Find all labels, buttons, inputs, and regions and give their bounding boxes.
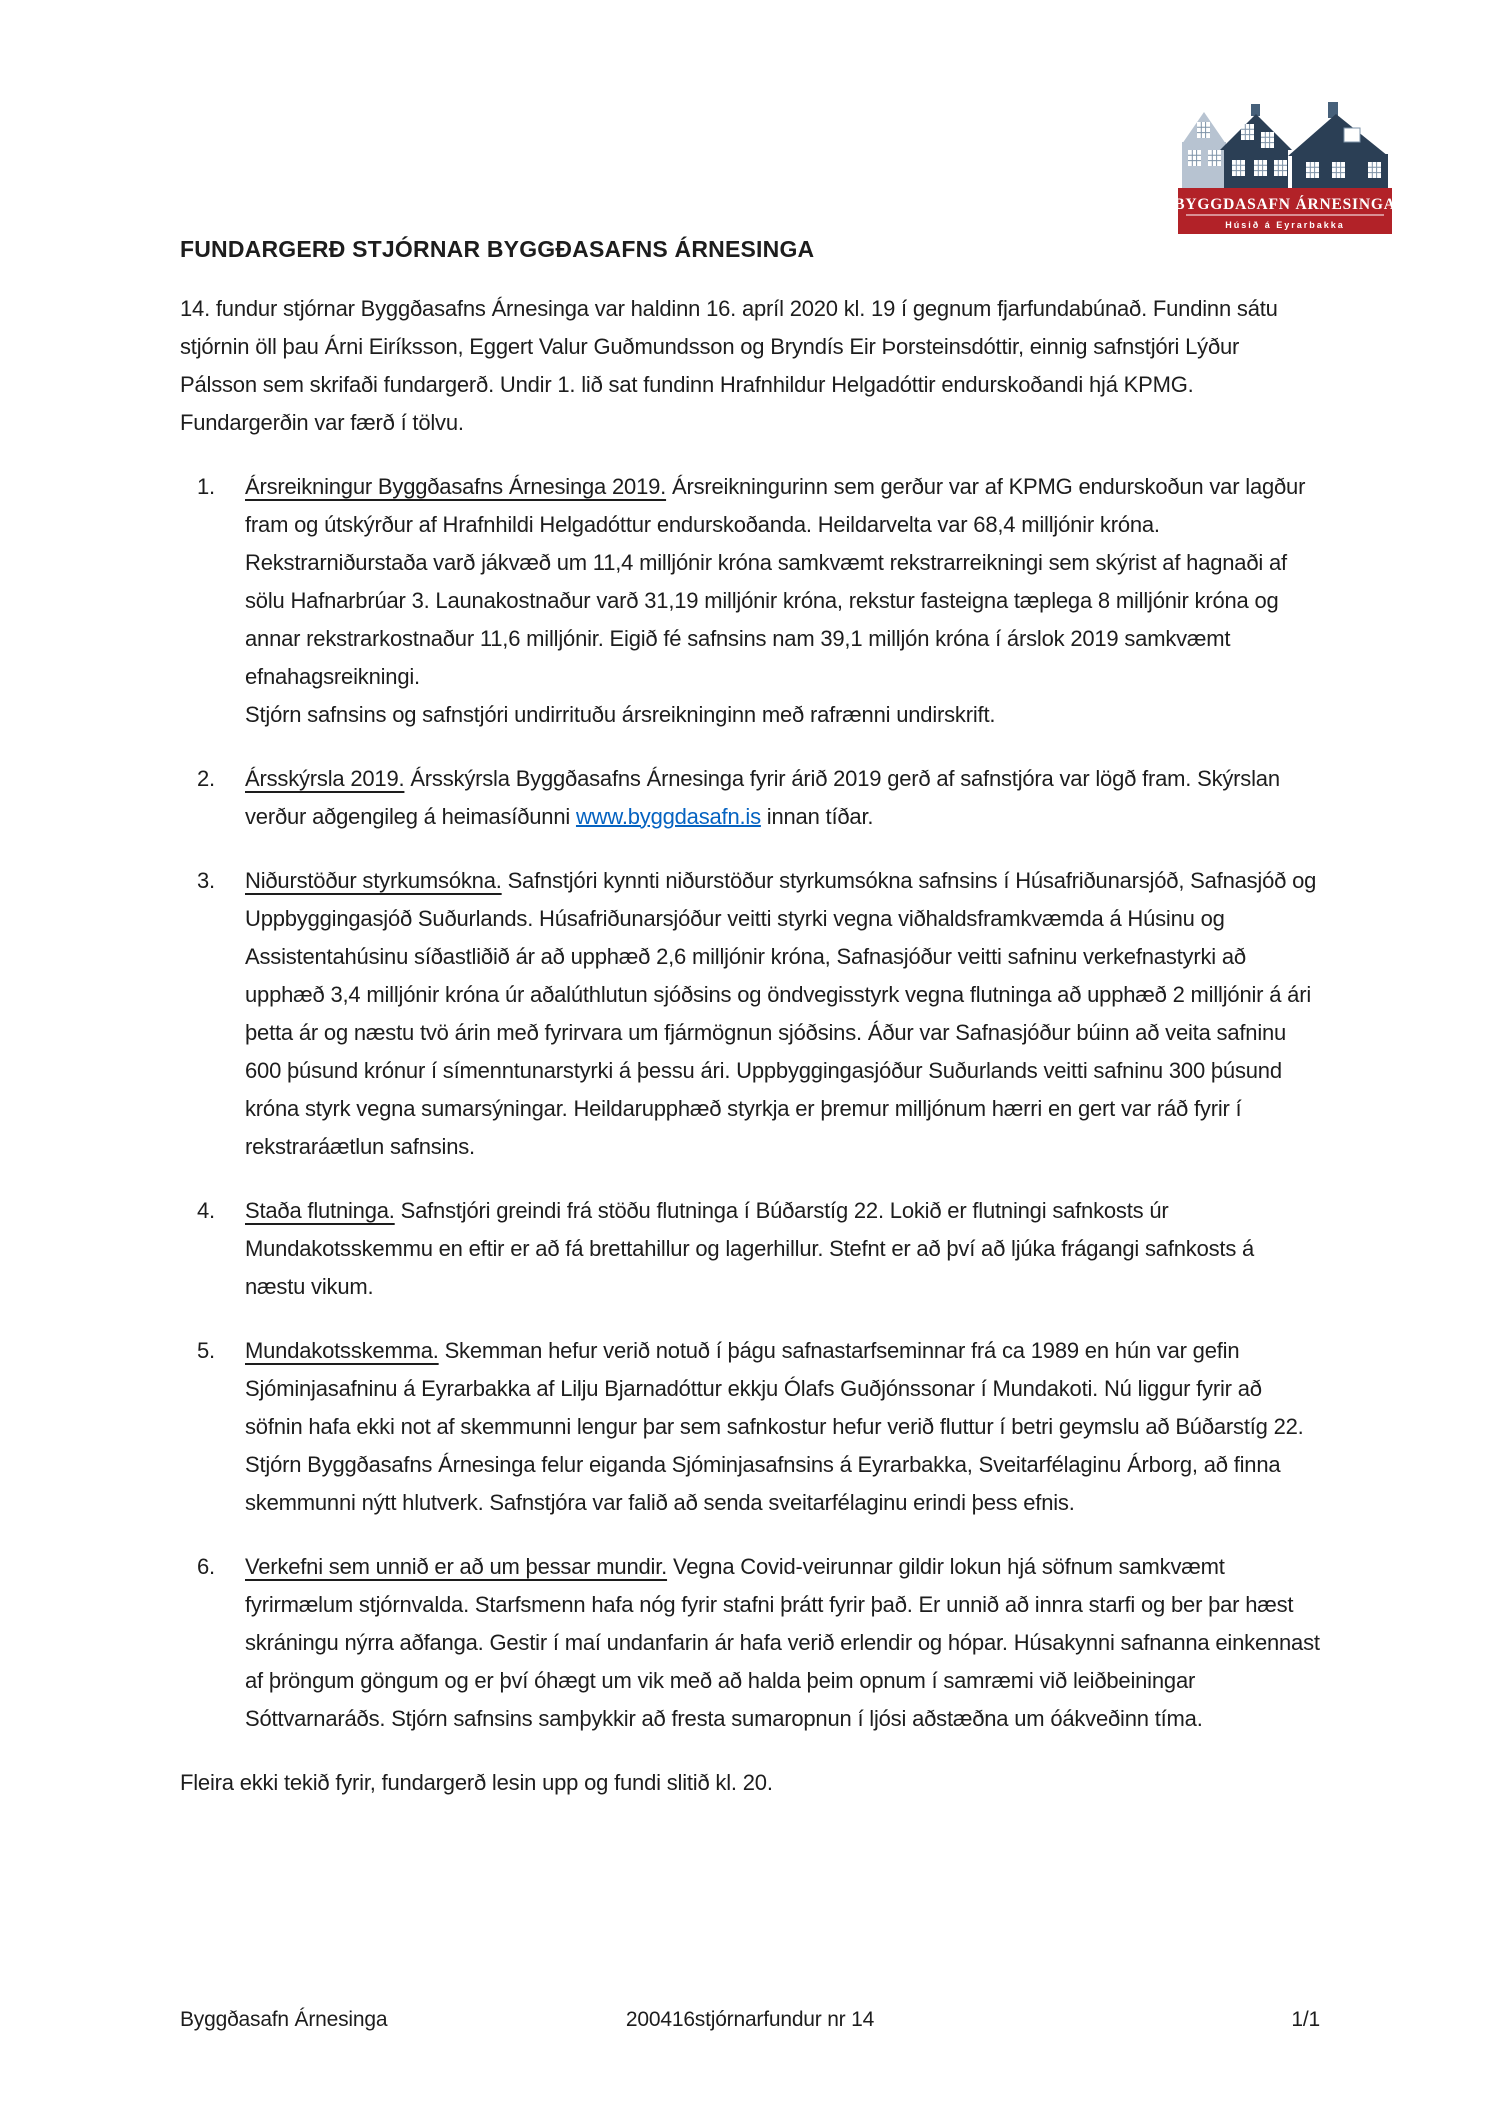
item-number: 2. <box>197 766 215 791</box>
closing-paragraph: Fleira ekki tekið fyrir, fundargerð lesin upp og fundi slitið kl. 20. <box>180 1770 773 1795</box>
footer-left: Byggðasafn Árnesinga <box>180 2008 388 2031</box>
item-number: 3. <box>197 868 215 893</box>
logo-banner <box>1178 188 1392 234</box>
item-number: 5. <box>197 1338 215 1363</box>
house-icon-left <box>1182 112 1226 188</box>
list-item-3 <box>180 862 1320 1166</box>
item-body: Skemman hefur verið notuð í þágu safnastarfseminnar frá ca 1989 en hún var gefin Sjóminjasafninu á Eyrarbakka af Lilju Bjarnadóttur ekkju Ólafs Guðjónssonar í Mundakoti. Nú liggur fyrir að söfnin hafa ekki not af skemmunni lengur þar sem safnkostur hefur verið fluttur í betri geymslu að Búðarstíg 22. Stjórn Byggðasafns Árnesinga felur eiganda Sjóminjasafnsins á Eyrarbakka, Sveitarfélaginu Árborg, að finna skemmunni nýtt hlutverk. Safnstjóra var falið að senda sveitarfélaginu erindi þess efnis. <box>245 1338 1304 1515</box>
item-heading: Ársskýrsla 2019. <box>245 766 405 791</box>
item-heading: Mundakotsskemma. <box>245 1338 439 1363</box>
logo-banner-title: BYGGDASAFN ÁRNESINGA <box>1178 196 1392 213</box>
item-body: Vegna Covid-veirunnar gildir lokun hjá söfnum samkvæmt fyrirmælum stjórnvalda. Starfsmenn hafa nóg fyrir stafni þrátt fyrir það. Er unnið að innra starfi og ber þar hæst skráningu nýrra aðfanga. Gestir í maí undanfarin ár hafa verið erlendir og hópar. Húsakynni safnanna einkennast af þröngum göngum og er því óhægt um vik með að halda þeim opnum í samræmi við leiðbeiningar Sóttvarnaráðs. Stjórn safnsins samþykkir að fresta sumaropnun í ljósi aðstæðna um óákveðinn tíma. <box>245 1554 1320 1731</box>
item-body: Safnstjóri kynnti niðurstöður styrkumsókna safnsins í Húsafriðunarsjóð, Safnasjóð og Uppbyggingasjóð Suðurlands. Húsafriðunarsjóður veitti styrki vegna viðhaldsframkvæmda á Húsinu og Assistentahúsinu síðastliðið ár að upphæð 2,6 milljónir króna, Safnasjóður veitti safninu verkefnastyrki að upphæð 3,4 milljónir króna úr aðalúthlutun sjóðsins og öndvegisstyrk vegna flutninga að upphæð 2 milljónir á ári þetta ár og næstu tvö árin með fyrirvara um fjármögnun sjóðsins. Áður var Safnasjóður búinn að veita safninu 600 þúsund krónur í símenntunarstyrki á þessu ári. Uppbyggingasjóður Suðurlands veitti safninu 300 þúsund króna styrk vegna sumarsýningar. Heildarupphæð styrkja er þremur milljónum hærri en gert var ráð fyrir í rekstraráætlun safnsins. <box>245 868 1317 1159</box>
item-number: 4. <box>197 1198 215 1223</box>
website-link[interactable]: www.byggdasafn.is <box>575 804 761 829</box>
footer-center: 200416stjórnarfundur nr 14 <box>625 2008 875 2031</box>
document-body <box>180 230 1320 1802</box>
page-footer <box>180 2008 1320 2032</box>
list-item-1 <box>180 468 1320 734</box>
list-item-6 <box>180 1548 1320 1738</box>
item-heading: Verkefni sem unnið er að um þessar mundir. <box>245 1554 668 1579</box>
item-body: Ársskýrsla Byggðasafns Árnesinga fyrir árið 2019 gerð af safnstjóra var lögð fram. Skýrslan verður aðgengileg á heimasíðunni <box>245 766 1280 829</box>
footer-page-number: 1/1 <box>1291 2008 1320 2031</box>
item-number: 1. <box>197 474 215 499</box>
item-heading: Staða flutninga. <box>245 1198 395 1223</box>
page-title: FUNDARGERÐ STJÓRNAR BYGGÐASAFNS ÁRNESINGA <box>180 236 815 262</box>
list-item-5 <box>180 1332 1320 1522</box>
house-icon-right <box>1288 102 1388 188</box>
item-heading: Niðurstöður styrkumsókna. <box>245 868 502 893</box>
list-item-2 <box>180 760 1320 836</box>
item-body-continuation: Stjórn safnsins og safnstjóri undirrituðu ársreikninginn með rafrænni undirskrift. <box>245 702 996 727</box>
item-heading: Ársreikningur Byggðasafns Árnesinga 2019. <box>245 474 667 499</box>
logo-banner-subtitle: Húsið á Eyrarbakka <box>1225 220 1345 230</box>
item-body: Ársreikningurinn sem gerður var af KPMG endurskoðun var lagður fram og útskýrður af Hrafnhildi Helgadóttur endurskoðanda. Heildarvelta var 68,4 milljónir króna. Rekstrarniðurstaða varð jákvæð um 11,4 milljónir króna samkvæmt rekstrarreikningi sem skýrist af hagnaði af sölu Hafnarbrúar 3. Launakostnaður varð 31,19 milljónir króna, rekstur fasteigna tæplega 8 milljónir króna og annar rekstrarkostnaður 11,6 milljónir. Eigið fé safnsins nam 39,1 milljón króna í árslok 2019 samkvæmt efnahagsreikningi. <box>245 474 1306 689</box>
list-item-4 <box>180 1192 1320 1306</box>
museum-logo-graphic <box>1178 102 1392 236</box>
item-number: 6. <box>197 1554 215 1579</box>
item-body: Safnstjóri greindi frá stöðu flutninga í Búðarstíg 22. Lokið er flutningi safnkosts úr Mundakotsskemmu en eftir er að fá brettahillur og lagerhillur. Stefnt er að því að ljúka frágangi safnkosts á næstu vikum. <box>245 1198 1255 1299</box>
museum-logo <box>1178 102 1392 236</box>
house-icon-middle <box>1220 104 1292 188</box>
intro-paragraph: 14. fundur stjórnar Byggðasafns Árnesinga var haldinn 16. apríl 2020 kl. 19 í gegnum fjarfundabúnað. Fundinn sátu stjórnin öll þau Árni Eiríksson, Eggert Valur Guðmundsson og Bryndís Eir Þorsteinsdóttir, einnig safnstjóri Lýður Pálsson sem skrifaði fundargerð. Undir 1. lið sat fundinn Hrafnhildur Helgadóttir endurskoðandi hjá KPMG. Fundargerðin var færð í tölvu. <box>180 296 1278 435</box>
agenda-list <box>180 468 1320 1738</box>
item-body: innan tíðar. <box>760 804 874 829</box>
